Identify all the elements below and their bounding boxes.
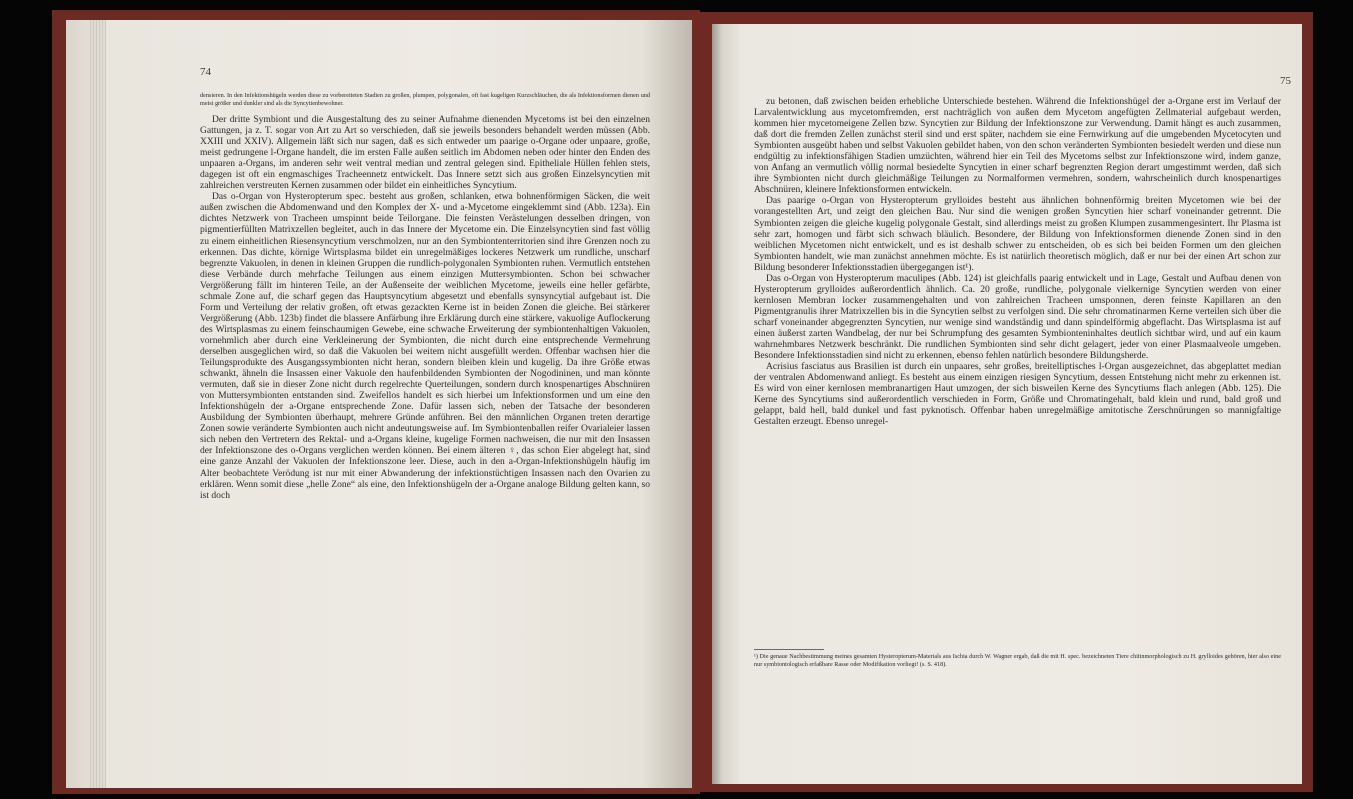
left-page: [66, 20, 692, 788]
paragraph: Das paarige o-Organ von Hysteropterum grylloides besteht aus ähnlichen bohnenförmig breiten Mycetomen wie bei der vorangestellten Art, und zeigt den gleichen Bau. Nur sind die wenigen großen Syncytien hier scharf voneinander getrennt. Die Symbionten zeigen die gleiche kugelig polygonale Gestalt, sind allerdings meist zu großen Klumpen zusammengesintert. Ihr Plasma ist sehr zart, homogen und färbt sich schwach bläulich. Besondere, der Bildung von Infektionsformen dienende Zonen sind in den weiblichen Mycetomen nicht entwickelt, und es ist deshalb schwer zu entscheiden, ob es sich bei beiden Formen um den gleichen Symbionten handelt, wie man zunächst annehmen möchte. Es ist natürlich theoretisch möglich, daß er nur bei der einen Art schon zur Bildung besonderer Infektionsstadien übergegangen ist¹).: [754, 195, 1281, 273]
paragraph: Der dritte Symbiont und die Ausgestaltung des zu seiner Aufnahme dienenden Mycetoms ist bei den einzelnen Gattungen, ja z. T. sogar von Art zu Art so verschieden, daß sie jeweils besonders behandelt werden müssen (Abb. XXIII und XXIV). Allgemein läßt sich nur sagen, daß es sich entweder um paarige o-Organe oder unpaare, große, meist gedrungene l-Organe handelt, die im ersten Falle außen seitlich im Abdomen neben oder hinter den Enden des unpaaren a-Organs, im anderen sehr weit ventral median und zentral gelegen sind. Epitheliale Hüllen fehlen stets, dagegen ist oft ein engmaschiges Tracheennetz entwickelt. Das Innere setzt sich aus großen Einzelsyncytien mit zahlreichen verstreuten Kernen zusammen oder bildet ein einheitliches Syncytium.: [200, 114, 650, 192]
footnote-text: ¹) Die genaue Nachbestimmung meines gesamten Hysteropterum-Materials aus Ischia durch W. Wagner ergab, daß die mit H. spec. bezeichneten Tiere chitinmorphologisch zu H. grylloides gehören, hier also eine nur symbiontologisch erfaßbare Rasse oder Modifikation vorliegt! (s. S. 418).: [754, 653, 1281, 668]
paragraph: Das o-Organ von Hysteropterum maculipes (Abb. 124) ist gleichfalls paarig entwickelt und in Lage, Gestalt und Aufbau denen von Hysteropterum grylloides außerordentlich ähnlich. Ca. 20 große, rundliche, polygonale vielkernige Syncytien werden von einer kernlosen Membran locker zusammengehalten und von zahlreichen Tracheen umsponnen, deren feinste Kapillaren an den Pigmentgranulis ihrer Matrixzellen bis in die Syncytien selbst zu verfolgen sind. Die sehr chromatinarmen Kerne verteilen sich über die scharf voneinander abgegrenzten Syncytien, nur wenige sind wandständig und dann spindelförmig abgeflacht. Das Wirtsplasma ist auf einen äußerst zarten Wandbelag, der nur bei Schrumpfung des gesamten Symbionteninhaltes deutlich sichtbar wird, und auf ein kaum wahrnehmbares Netzwerk beschränkt. Die rundlichen Symbionten sind sehr dicht gelagert, jeder von einer Plasmaalveole umgeben. Besondere Infektionsstadien sind nicht zu erkennen, ebenso fehlen natürlich besondere Bildungsherde.: [754, 272, 1281, 362]
footnote: [754, 649, 1281, 668]
page-edges: [90, 20, 106, 788]
footnote-divider: [754, 649, 824, 650]
top-note: [200, 92, 650, 107]
left-body-text: [200, 114, 650, 501]
paragraph: zu betonen, daß zwischen beiden erhebliche Unterschiede bestehen. Während die Infektionshügel der a-Organe erst im Verlauf der Larvalentwicklung aus mycetomfremden, erst nachträglich von außen dem Mycetom angefügten Zellmaterial aufgebaut werden, kommen hier mycetomeigene Zellen bzw. Syncytien zur Bildung der Infektionszone zur Verwendung. Damit hängt es auch zusammen, daß dort die fremden Zellen zunächst steril sind und erst später, nachdem sie eine Fernwirkung auf die umgebenden Mycetocyten und Symbionten ausgeübt haben und selbst Vakuolen gebildet haben, von den schon veränderten Symbionten besiedelt werden und diese nun endgültig zu infektionsfähigen Stadien umzüchten, während hier ein Teil des Mycetoms selbst zur Infektionszone wird, indem ganze, von Anfang an vermutlich völlig normal besiedelte Syncytien in einer scharf begrenzten Region derart umgestimmt werden, daß sich ihre Symbionten nicht durch gleichmäßige Teilungen zu Normalformen vermehren, sondern, wahrscheinlich durch knospenartiges Abschnüren, kleinere Infektionsformen entwickeln.: [754, 96, 1281, 196]
right-page: [712, 24, 1302, 784]
page-number-right: 75: [1280, 75, 1291, 87]
right-body-text: [754, 96, 1281, 427]
paragraph: Das o-Organ von Hysteropterum spec. besteht aus großen, schlanken, etwa bohnenförmigen Säcken, die weit außen zwischen die Abdomenwand und den Komplex der X- und a-Mycetome eingeklemmt sind (Abb. 123a). Ein dichtes Netzwerk von Tracheen umspinnt beide Teilorgane. Die feinsten Verästelungen desselben dringen, von pigmentierfüllten Matrixzellen begleitet, auch in das Innere der Mycetome ein. Die Einzelsyncytien sind fast völlig zu einem einheitlichen Riesensyncytium verschmolzen, nur an den Symbiontenterritorien sind ihre Grenzen noch zu erkennen. Das dichte, körnige Wirtsplasma bildet ein unregelmäßiges lockeres Netzwerk um rundliche, unscharf begrenzte Vakuolen, in denen in kleinen Gruppen die rundlich-polygonalen Symbionten ruhen. Vermutlich entstehen diese Verbände durch mehrfache Teilungen aus einem einzigen Muttersymbionten. Schon bei schwacher Vergrößerung fällt im hinteren Teile, an der Außenseite der weiblichen Mycetome, jeweils eine heller gefärbte, schmale Zone auf, die scharf gegen das Hauptsyncytium abgesetzt und ebenfalls synsyncytial aufgebaut ist. Die Form und Verteilung der relativ großen, oft etwas gezackten Kerne ist in beiden Zonen die gleiche. Bei stärkerer Vergrößerung (Abb. 123b) findet die blassere Anfärbung ihre Erklärung durch eine stärkere, vakuolige Auflockerung des Wirtsplasmas zu einem feinschaumigen Gewebe, eine schwache Erweiterung der symbiontenhaltigen Vakuolen, vornehmlich aber durch eine Verkleinerung der Symbionten, die nicht durch eine entsprechende Vermehrung derselben ausgeglichen wird, so daß die Vakuolen bei weitem nicht ausgefüllt werden. Offenbar wachsen hier die Teilungsprodukte des Ausgangssymbionten nicht heran, sondern bleiben klein und kugelig. Da ihre Größe etwas schwankt, ähneln die Insassen einer Vakuole den haufenbildenden Symbionten der Nogodininen, und man könnte vermuten, daß sie in dieser Zone nicht durch regelrechte Querteilungen, sondern durch knospenartiges Abschnüren von Muttersymbionten entstanden sind. Zweifellos handelt es sich hierbei um Infektionsformen und um eine den Infektionshügeln der a-Organe entsprechende Zone. Dafür lassen sich, neben der Tatsache der besonderen Ausbildung der Symbionten überhaupt, mehrere Gründe anführen. Bei den männlichen Organen treten derartige Zonen sowie veränderte Symbionten auch nicht andeutungsweise auf. Im Symbiontenballen reifer Ovarialeier lassen sich neben den Vertretern des Rektal- und a-Organs kleine, kugelige Formen nachweisen, die nur mit den Insassen der Infektionszone des o-Organs verglichen werden können. Bei einem älteren ♀, das schon Eier abgelegt hat, sind eine ganze Anzahl der Vakuolen der Infektionszone leer. Diese, auch in den a-Organ-Infektionshügeln häufig im Alter beobachtete Verödung ist nur mit einer Abwanderung der infektionstüchtigen Insassen nach den Ovarien zu erklären. Wenn somit diese „helle Zone“ als eine, den Infektionshügeln der a-Organe analoge Bildung gelten kann, so ist doch: [200, 191, 650, 501]
paragraph: Acrisius fasciatus aus Brasilien ist durch ein unpaares, sehr großes, breitelliptisches l-Organ ausgezeichnet, das abgeplattet median der ventralen Abdomenwand anliegt. Es besteht aus einem einzigen riesigen Syncytium, dessen Entstehung nicht mehr zu erkennen ist. Es wird von einer kernlosen membranartigen Haut umzogen, der sich bisweilen Kerne des Syncytiums flach anlegen (Abb. 125). Die Kerne des Syncytiums sind außerordentlich verschieden in Form, Größe und Chromatingehalt, bald klein und rund, bald groß und gelappt, bald hell, bald dunkel und fast pyknotisch. Offenbar haben unregelmäßige amitotische Zerschnürungen so mannigfaltige Gestalten erzeugt. Ebenso unregel-: [754, 361, 1281, 428]
top-note-text: densieren. In den Infektionshügeln werden diese zu vorbereiteten Stadien zu großen, plumpen, polygonalen, oft fast kugeligen Kurzschläuchen, die als Infektionsformen dienen und meist größer und dunkler sind als die Syncytienbewohner.: [200, 92, 650, 107]
page-number-left: 74: [200, 66, 211, 78]
